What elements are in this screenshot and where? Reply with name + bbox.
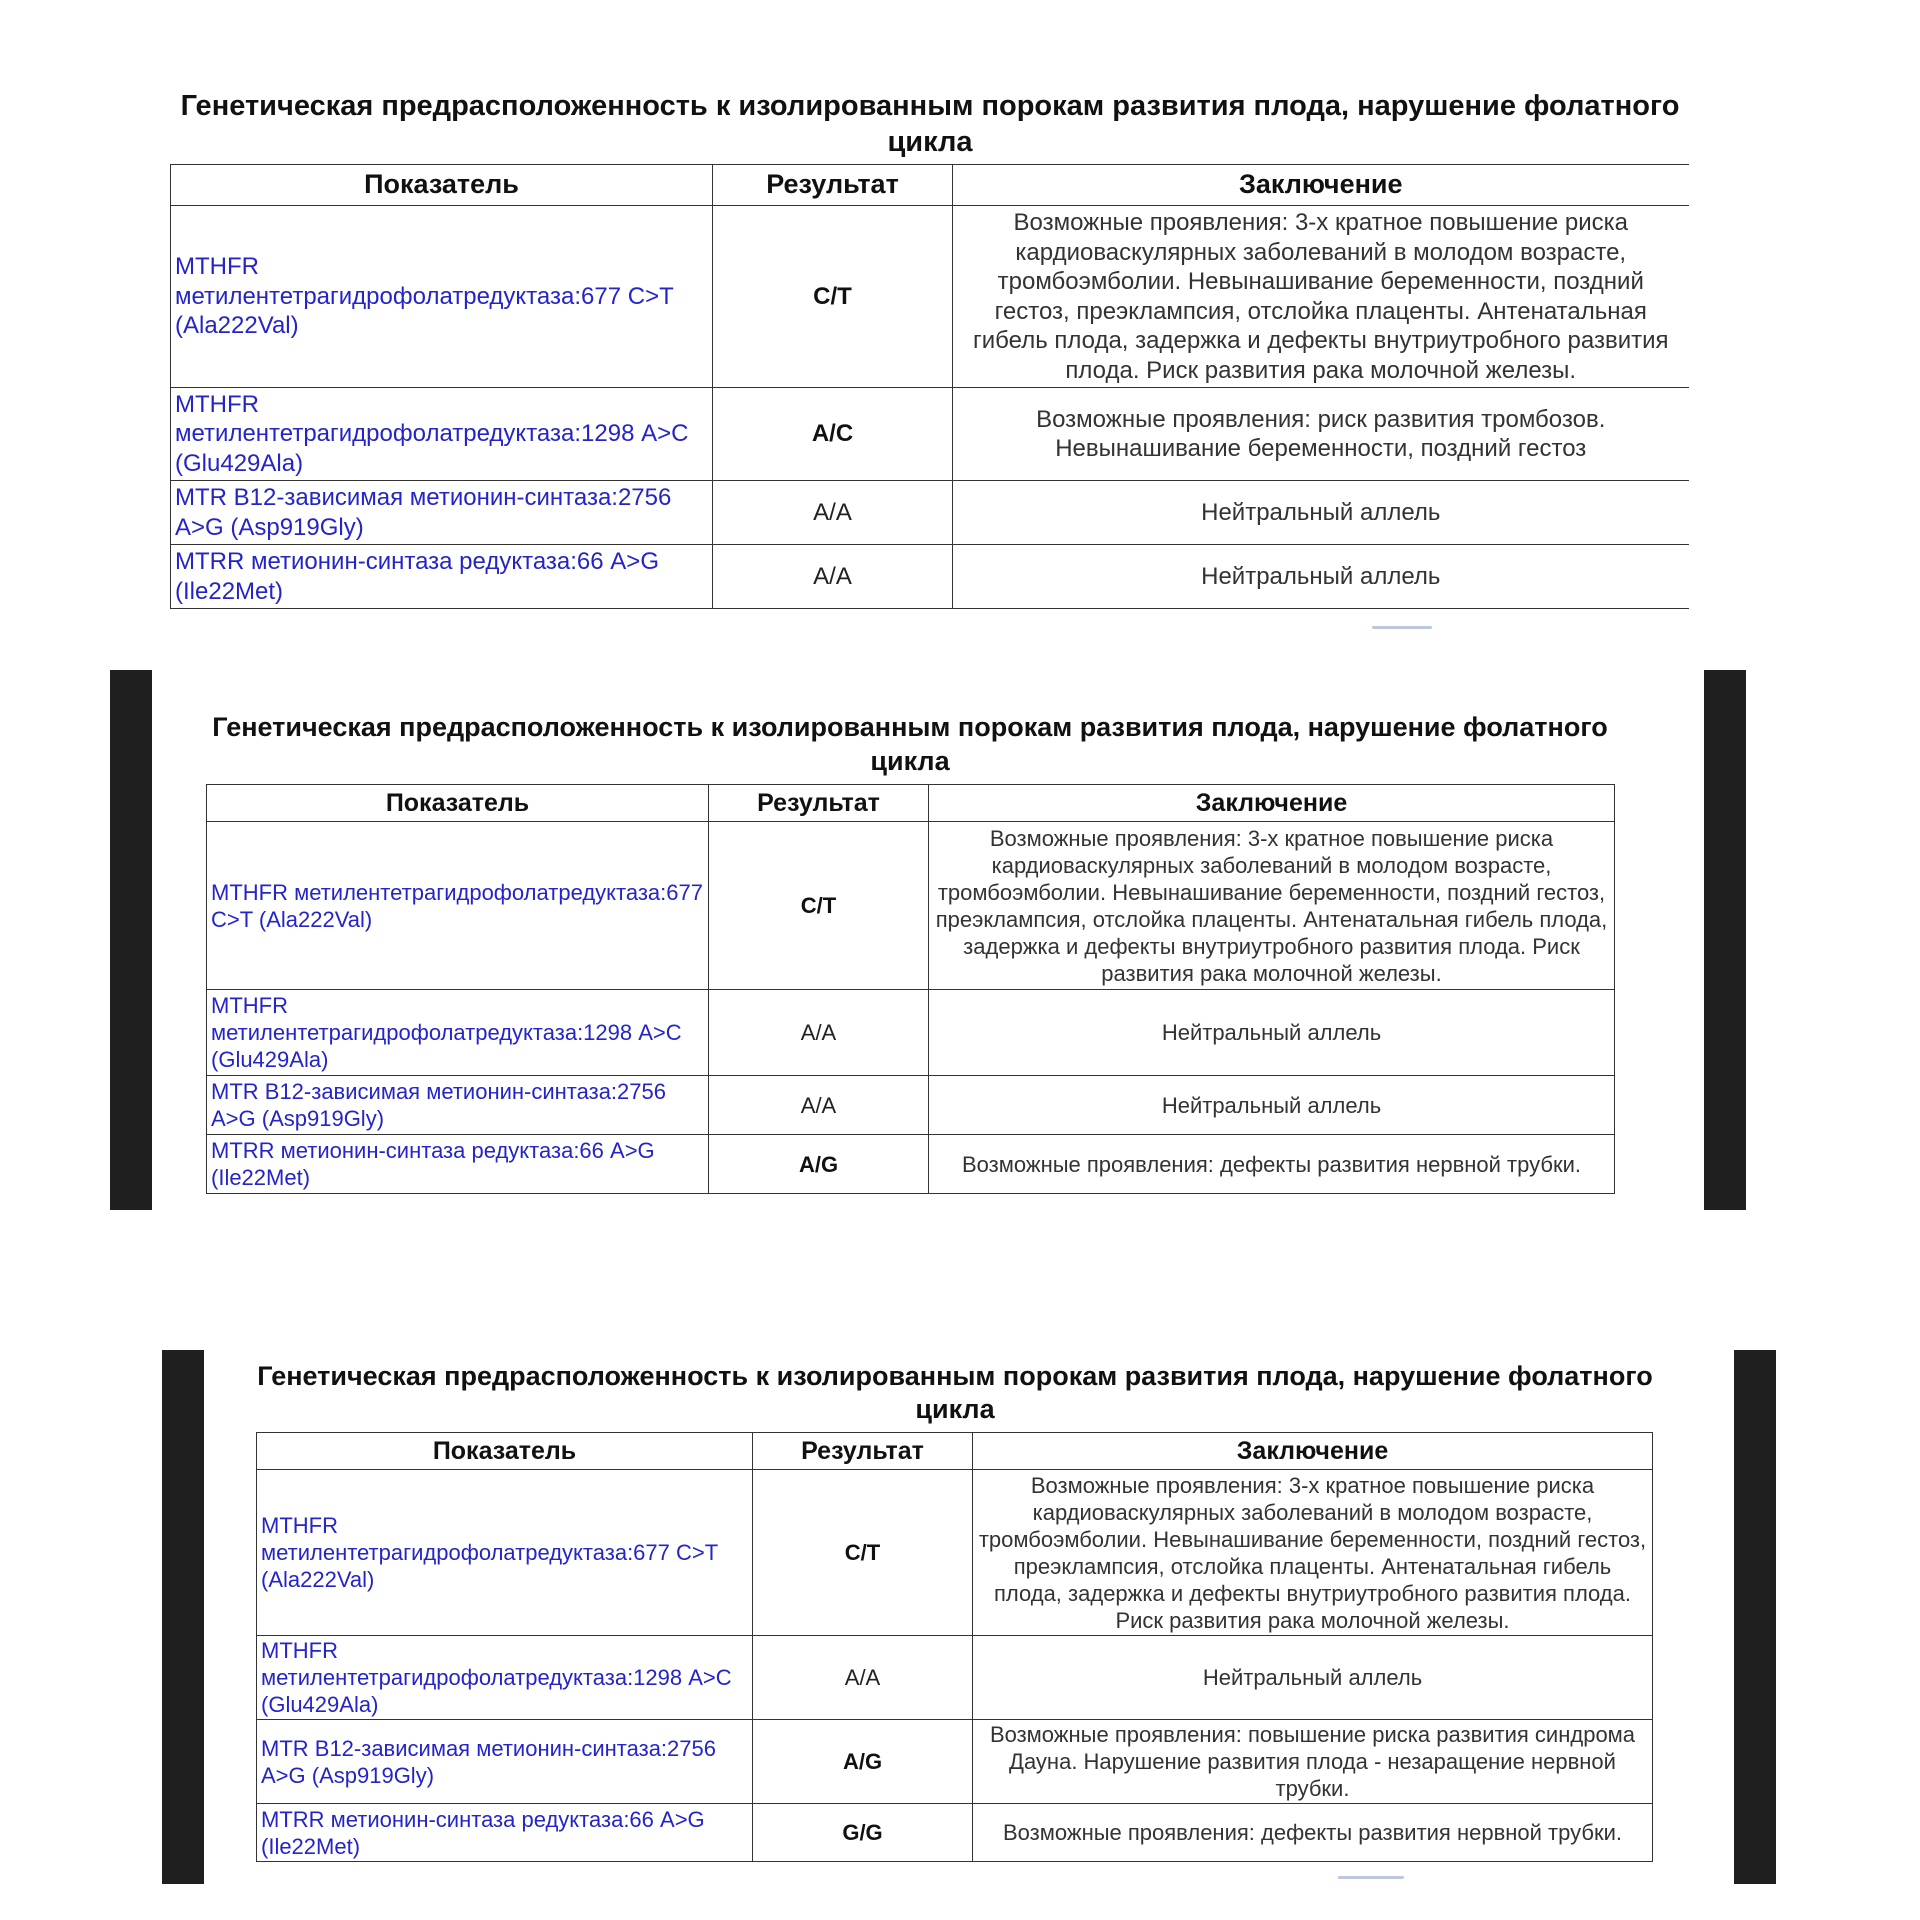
conclusion-cell: Возможные проявления: дефекты развития нервной трубки.: [973, 1804, 1653, 1862]
indicator-cell: MTHFR метилентетрагидрофолатредуктаза:1298 A>C (Glu429Ala): [257, 1636, 753, 1720]
table-row: [257, 1720, 1653, 1804]
table-row: [207, 1135, 1615, 1194]
result-cell: A/A: [753, 1636, 973, 1720]
header-result: Результат: [753, 1433, 973, 1470]
left-dark-bar: [162, 1350, 204, 1884]
header-result: Результат: [709, 785, 929, 822]
header-conclusion: Заключение: [953, 165, 1689, 206]
scan-smudge: [1338, 1876, 1404, 1879]
conclusion-cell: Возможные проявления: 3-х кратное повышение риска кардиоваскулярных заболеваний в молодом возрасте, тромбоэмболии. Невынашивание беременности, поздний гестоз, преэклампсия, отслойка плаценты. Антенатальная гибель плода, задержка и дефекты внутриутробного развития плода. Риск развития рака молочной железы.: [953, 206, 1689, 388]
panel-title: Генетическая предрасположенность к изолированным порокам развития плода, нарушение фолатного цикла: [212, 712, 1608, 776]
scan-smudge: [1372, 626, 1432, 629]
table-row: [171, 206, 1689, 388]
indicator-cell: MTRR метионин-синтаза редуктаза:66 A>G (Ile22Met): [171, 545, 713, 609]
result-cell: A/A: [709, 1076, 929, 1135]
conclusion-cell: Нейтральный аллель: [929, 990, 1615, 1076]
table-row: [171, 388, 1689, 481]
header-indicator: Показатель: [171, 165, 713, 206]
conclusion-cell: Возможные проявления: 3-х кратное повышение риска кардиоваскулярных заболеваний в молодом возрасте, тромбоэмболии. Невынашивание беременности, поздний гестоз, преэклампсия, отслойка плаценты. Антенатальная гибель плода, задержка и дефекты внутриутробного развития плода. Риск развития рака молочной железы.: [973, 1470, 1653, 1636]
table-header-row: [207, 785, 1615, 822]
table-row: [171, 545, 1689, 609]
indicator-cell: MTHFR метилентетрагидрофолатредуктаза:1298 A>C (Glu429Ala): [171, 388, 713, 481]
conclusion-cell: Возможные проявления: повышение риска развития синдрома Дауна. Нарушение развития плода - незаращение нервной трубки.: [973, 1720, 1653, 1804]
report-panel-1: [0, 0, 1920, 640]
conclusion-cell: Нейтральный аллель: [953, 545, 1689, 609]
right-dark-bar: [1704, 670, 1746, 1210]
table-row: [207, 1076, 1615, 1135]
indicator-cell: MTR B12-зависимая метионин-синтаза:2756 A>G (Asp919Gly): [207, 1076, 709, 1135]
header-indicator: Показатель: [207, 785, 709, 822]
table-row: [207, 822, 1615, 990]
table-row: [257, 1804, 1653, 1862]
indicator-cell: MTRR метионин-синтаза редуктаза:66 A>G (Ile22Met): [207, 1135, 709, 1194]
results-table: [206, 784, 1615, 1194]
header-indicator: Показатель: [257, 1433, 753, 1470]
results-table: [170, 164, 1689, 609]
indicator-cell: MTHFR метилентетрагидрофолатредуктаза:677 C>T (Ala222Val): [171, 206, 713, 388]
panel-title: Генетическая предрасположенность к изолированным порокам развития плода, нарушение фолатного цикла: [257, 1361, 1653, 1424]
indicator-cell: MTHFR метилентетрагидрофолатредуктаза:677 C>T (Ala222Val): [207, 822, 709, 990]
table-row: [171, 481, 1689, 545]
table-row: [207, 990, 1615, 1076]
indicator-cell: MTR B12-зависимая метионин-синтаза:2756 A>G (Asp919Gly): [257, 1720, 753, 1804]
table-header-row: [171, 165, 1689, 206]
conclusion-cell: Возможные проявления: риск развития тромбозов. Невынашивание беременности, поздний гестоз: [953, 388, 1689, 481]
table-header-row: [257, 1433, 1653, 1470]
left-dark-bar: [110, 670, 152, 1210]
header-result: Результат: [713, 165, 953, 206]
table-row: [257, 1470, 1653, 1636]
result-cell: C/T: [713, 206, 953, 388]
indicator-cell: MTHFR метилентетрагидрофолатредуктаза:677 C>T (Ala222Val): [257, 1470, 753, 1636]
indicator-cell: MTRR метионин-синтаза редуктаза:66 A>G (Ile22Met): [257, 1804, 753, 1862]
indicator-cell: MTHFR метилентетрагидрофолатредуктаза:1298 A>C (Glu429Ala): [207, 990, 709, 1076]
result-cell: A/G: [753, 1720, 973, 1804]
conclusion-cell: Нейтральный аллель: [973, 1636, 1653, 1720]
right-dark-bar: [1734, 1350, 1776, 1884]
conclusion-cell: Возможные проявления: 3-х кратное повышение риска кардиоваскулярных заболеваний в молодом возрасте, тромбоэмболии. Невынашивание беременности, поздний гестоз, преэклампсия, отслойка плаценты. Антенатальная гибель плода, задержка и дефекты внутриутробного развития плода. Риск развития рака молочной железы.: [929, 822, 1615, 990]
result-cell: G/G: [753, 1804, 973, 1862]
header-conclusion: Заключение: [929, 785, 1615, 822]
table-row: [257, 1636, 1653, 1720]
conclusion-cell: Нейтральный аллель: [953, 481, 1689, 545]
result-cell: A/A: [709, 990, 929, 1076]
result-cell: C/T: [753, 1470, 973, 1636]
result-cell: A/G: [709, 1135, 929, 1194]
panel-title: Генетическая предрасположенность к изолированным порокам развития плода, нарушение фолатного цикла: [180, 90, 1680, 158]
result-cell: C/T: [709, 822, 929, 990]
result-cell: A/A: [713, 545, 953, 609]
indicator-cell: MTR B12-зависимая метионин-синтаза:2756 A>G (Asp919Gly): [171, 481, 713, 545]
result-cell: A/C: [713, 388, 953, 481]
header-conclusion: Заключение: [973, 1433, 1653, 1470]
result-cell: A/A: [713, 481, 953, 545]
results-table: [256, 1432, 1653, 1862]
conclusion-cell: Возможные проявления: дефекты развития нервной трубки.: [929, 1135, 1615, 1194]
conclusion-cell: Нейтральный аллель: [929, 1076, 1615, 1135]
